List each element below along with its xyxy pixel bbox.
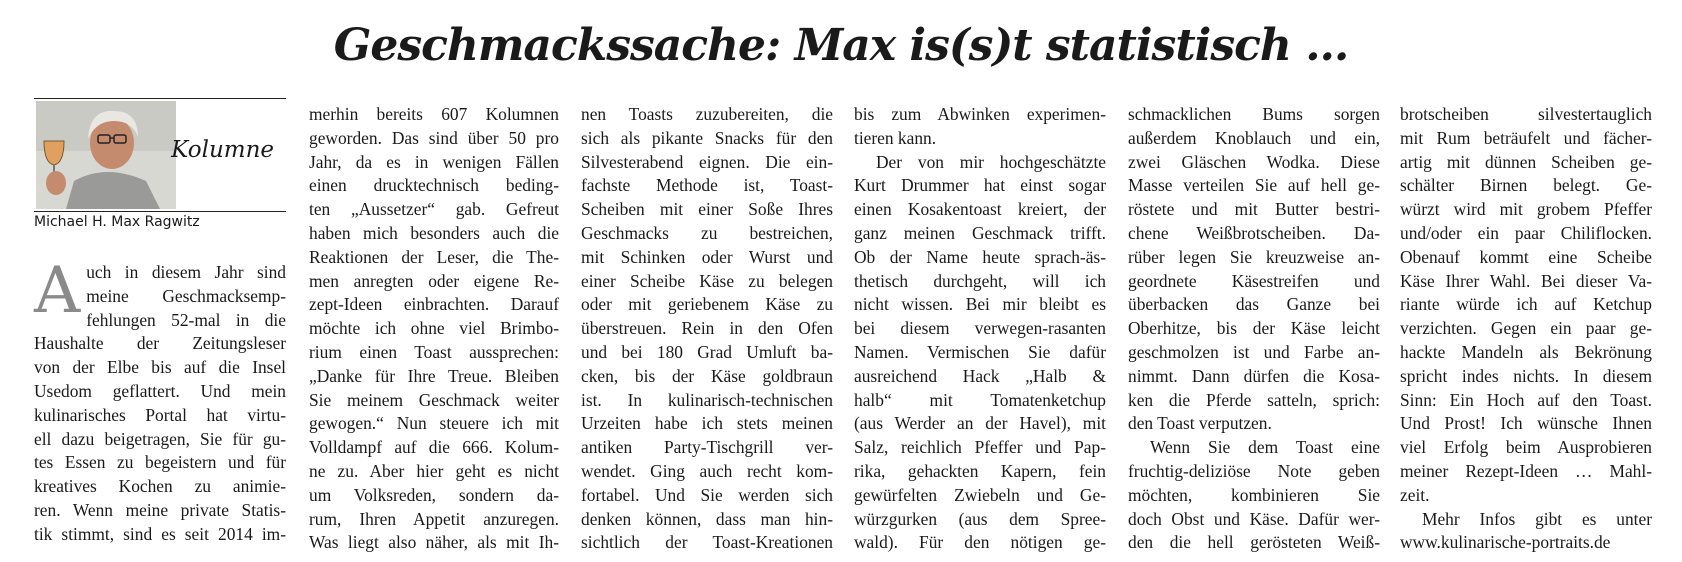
text-line: zeit. <box>1400 484 1430 505</box>
text-line: uch in diesem Jahr sind <box>86 262 286 282</box>
text-line: schmacklichen Bums sorgen <box>1128 104 1380 124</box>
text-line: artig mit dünnen Scheiben ge- <box>1400 151 1652 172</box>
text-line: rum, Ihren Appetit anzuregen. <box>309 508 559 529</box>
text-column-6 <box>1400 103 1652 555</box>
text-line: hackte Mandeln als Bekrönung <box>1400 341 1652 362</box>
text-line: thetisch durchgeht, will ich <box>854 270 1106 291</box>
text-line: sich als pikante Snacks für den <box>581 127 833 148</box>
text-line: Käse Ihrer Wahl. Bei dieser Va- <box>1400 270 1652 291</box>
text-line: ne zu. Aber hier geht es nicht <box>309 460 559 481</box>
text-line: fachste Methode ist, Toast- <box>581 175 833 196</box>
text-line: ganz meinen Geschmack trifft. <box>854 222 1106 243</box>
text-line: schälter Birnen belegt. Ge- <box>1400 175 1652 196</box>
text-line: rium einen Toast aussprechen: <box>309 341 559 362</box>
text-line: Masse verteilen Sie auf hell ge- <box>1128 175 1380 196</box>
text-line: Obenauf kommt eine Scheibe <box>1400 246 1652 267</box>
text-line: sichtlich der Toast-Kreationen <box>581 532 833 553</box>
text-line: ist. In kulinarisch-technischen <box>581 389 833 410</box>
text-line: möchten, kombinieren Sie <box>1128 484 1380 505</box>
text-column-1 <box>34 254 286 547</box>
author-portrait-image <box>36 101 176 209</box>
text-line: ten „Aussetzer“ gab. Gefreut <box>309 199 559 220</box>
text-line: nimmt. Dann dürfen die Kosa- <box>1128 365 1380 386</box>
text-line: ell dazu beigetragen, Sie für gu- <box>34 428 286 449</box>
text-line: Und Prost! Ich wünsche Ihnen <box>1400 413 1652 434</box>
text-line: den Toast verputzen. <box>1128 413 1272 434</box>
text-line: Urzeiten habe ich stets meinen <box>581 413 833 434</box>
text-line: Sie meinem Geschmack weiter <box>309 389 559 410</box>
text-line: antiken Party-Tischgrill ver- <box>581 437 833 458</box>
text-line: von der Elbe bis auf die Insel <box>34 357 286 378</box>
text-line: viel Erfolg beim Ausprobieren <box>1400 437 1652 458</box>
text-line: geordnete Käsestreifen und <box>1128 270 1380 291</box>
text-line: einen drucktechnisch beding- <box>309 175 559 196</box>
text-line: tik stimmt, sind es seit 2014 im- <box>34 523 286 544</box>
text-line: und bei 180 Grad Umluft ba- <box>581 341 833 362</box>
text-line: brotscheiben silvestertauglich <box>1400 104 1652 124</box>
text-line: cken, bis der Käse goldbraun <box>581 365 833 386</box>
text-column-3 <box>581 103 833 555</box>
text-line: Namen. Vermischen Sie dafür <box>854 341 1106 362</box>
text-line: zept-Ideen einbrachten. Darauf <box>309 294 559 315</box>
text-line: wald). Für den nötigen ge- <box>854 532 1106 553</box>
text-line: spricht indes nichts. In diesem <box>1400 365 1652 386</box>
text-line: Geschmacks zu bestreichen, <box>581 222 833 243</box>
text-line: ken die Pferde satteln, sprich: <box>1128 389 1380 410</box>
text-line: würzgurken (aus dem Spree- <box>854 508 1106 529</box>
text-line: fortabel. Und Sie werden sich <box>581 484 833 505</box>
text-line: überstreuen. Rein in den Ofen <box>581 318 833 339</box>
text-line: zwei Gläschen Wodka. Diese <box>1128 151 1380 172</box>
drop-cap: A <box>34 254 81 328</box>
text-line: tes Essen zu begeistern und für <box>34 452 286 473</box>
text-line: verzichten. Gegen ein paar ge- <box>1400 318 1652 339</box>
author-row <box>34 99 286 211</box>
text-line: mit Rum beträufelt und fächer- <box>1400 127 1652 148</box>
text-line: rüber legen Sie kreuzweise an- <box>1128 246 1380 267</box>
bottom-rule <box>34 211 286 212</box>
text-line: gewürfelten Zwiebeln und Ge- <box>854 484 1106 505</box>
column-header-box <box>34 98 286 212</box>
text-line: „Danke für Ihre Treue. Bleiben <box>309 365 559 386</box>
text-line: um Volksreden, sondern da- <box>309 484 559 505</box>
text-line: nen Toasts zuzubereiten, die <box>581 104 833 124</box>
text-column-5 <box>1128 103 1380 555</box>
text-line: Haushalte der Zeitungsleser <box>34 333 286 354</box>
text-line: Oberhitze, bis der Käse leicht <box>1128 318 1380 339</box>
text-line: geschmolzen ist und Farbe an- <box>1128 341 1380 362</box>
text-line: Scheiben mit einer Soße Ihres <box>581 199 833 220</box>
text-line: gewogen.“ Nun steuere ich mit <box>309 413 559 434</box>
text-line: riante würde ich auf Ketchup <box>1400 294 1652 315</box>
text-line: oder mit geriebenem Käse zu <box>581 294 833 315</box>
text-line: (aus Werder an der Havel), mit <box>854 413 1106 434</box>
text-line: Jahr, da es in wenigen Fällen <box>309 151 559 172</box>
text-line: röstete und mit Butter bestri- <box>1128 199 1380 220</box>
text-line: fehlungen 52-mal in die <box>86 309 286 330</box>
text-line: denken können, dass man hin- <box>581 508 833 529</box>
headline: Geschmackssache: Max is(s)t statistisch … <box>333 20 1349 71</box>
text-line: wendet. Ging auch recht kom- <box>581 460 833 481</box>
text-line: Der von mir hochgeschätzte <box>876 151 1106 172</box>
text-line: Wenn Sie dem Toast eine <box>1150 437 1380 458</box>
text-line: rika, gehackten Kapern, fein <box>854 460 1106 481</box>
text-line: Silvesterabend eignen. Die ein- <box>581 151 833 172</box>
text-line: Salz, reichlich Pfeffer und Pap- <box>854 437 1106 458</box>
text-line: merhin bereits 607 Kolumnen <box>309 104 559 124</box>
text-line: Kurt Drummer hat einst sogar <box>854 175 1106 196</box>
text-line: halb“ mit Tomatenketchup <box>854 389 1106 410</box>
text-line: möchte ich ohne viel Brimbo- <box>309 318 559 339</box>
text-line: und/oder ein paar Chiliflocken. <box>1400 222 1652 243</box>
text-line: einer Scheibe Käse zu belegen <box>581 270 833 291</box>
text-line: Ob der Name heute sprach-äs- <box>854 246 1106 267</box>
text-line: den die hell gerösteten Weiß- <box>1128 532 1380 553</box>
text-line: einen Kosakentoast kreiert, der <box>854 199 1106 220</box>
text-line: www.kulinarische-portraits.de <box>1400 532 1611 553</box>
text-line: Was liegt also näher, als mit Ih- <box>309 532 559 553</box>
text-line: kulinarisches Portal hat virtu- <box>34 404 286 425</box>
text-column-4 <box>854 103 1106 555</box>
text-line: nicht wissen. Bei mir bleibt es <box>854 294 1106 315</box>
text-line: doch Obst und Käse. Dafür wer- <box>1128 508 1380 529</box>
text-column-2 <box>309 103 559 555</box>
text-line: Volldampf auf die 666. Kolum- <box>309 437 559 458</box>
text-line: außerdem Knoblauch und ein, <box>1128 127 1380 148</box>
text-line: chene Weißbrotscheiben. Da- <box>1128 222 1380 243</box>
text-line: überbacken das Ganze bei <box>1128 294 1380 315</box>
text-line: meiner Rezept-Ideen … Mahl- <box>1400 460 1652 481</box>
text-line: Sinn: Ein Hoch auf den Toast. <box>1400 389 1652 410</box>
text-line: ren. Wenn meine private Statis- <box>34 499 286 520</box>
text-line: mit Schinken oder Wurst und <box>581 246 833 267</box>
text-line: ausreichend Hack „Halb & <box>854 365 1106 386</box>
text-line: fruchtig-deliziöse Note geben <box>1128 460 1380 481</box>
text-line: men anregten oder eigene Re- <box>309 270 559 291</box>
text-line: Mehr Infos gibt es unter <box>1422 508 1652 529</box>
text-line: würzt wird mit grobem Pfeffer <box>1400 199 1652 220</box>
text-line: haben mich besonders auch die <box>309 222 559 243</box>
text-line: Reaktionen der Leser, die The- <box>309 246 559 267</box>
text-line: kreatives Kochen zu animie- <box>34 476 286 497</box>
section-label: Kolumne <box>171 137 274 163</box>
text-line: bis zum Abwinken experimen- <box>854 104 1106 124</box>
text-line: meine Geschmacksemp- <box>86 285 286 306</box>
author-byline: Michael H. Max Ragwitz <box>34 214 200 230</box>
text-line: bei diesem verwegen-rasanten <box>854 318 1106 339</box>
text-line: tieren kann. <box>854 127 937 148</box>
text-line: Usedom geflattert. Und mein <box>34 380 286 401</box>
text-line: geworden. Das sind über 50 pro <box>309 127 559 148</box>
